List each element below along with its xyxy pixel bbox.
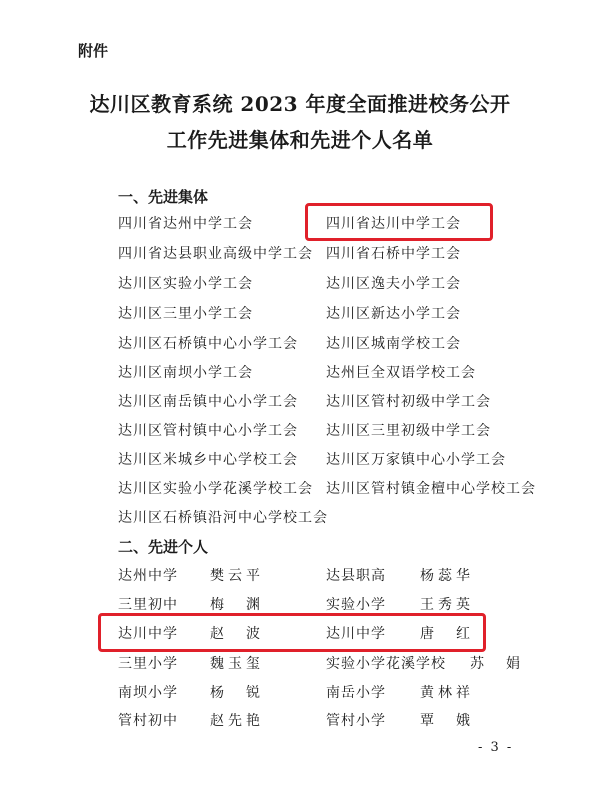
individual-name: 黄林祥: [420, 685, 474, 701]
list-item: [0, 243, 600, 269]
highlight-box-collective: [305, 203, 493, 241]
collective-name: 四川省达川中学工会: [326, 216, 461, 232]
individual-name: 赵先艳: [210, 713, 264, 729]
list-item: [0, 333, 600, 359]
collective-name: 达川区城南学校工会: [326, 336, 461, 352]
individual-unit: 南岳小学: [326, 685, 386, 701]
list-item: [0, 565, 600, 591]
list-item: [0, 682, 600, 708]
individual-unit: 达县职高: [326, 568, 386, 584]
collective-name: 达川区南岳镇中心小学工会: [118, 394, 298, 410]
collective-name: 达川区管村镇金檀中心学校工会: [326, 481, 536, 497]
individual-name: 覃 娥: [420, 713, 474, 729]
individual-unit: 达川中学: [118, 626, 178, 642]
list-item: [0, 273, 600, 299]
collective-name: 达川区石桥镇中心小学工会: [118, 336, 298, 352]
attachment-label: 附件: [78, 42, 109, 60]
collective-name: 达川区逸夫小学工会: [326, 276, 461, 292]
highlight-box-individuals: [98, 613, 486, 652]
list-item: [0, 391, 600, 417]
list-item: [0, 710, 600, 736]
collective-name: 达川区万家镇中心小学工会: [326, 452, 506, 468]
collective-name: 四川省石桥中学工会: [326, 246, 461, 262]
document-title-line2: 工作先进集体和先进个人名单: [166, 128, 434, 152]
collective-name: 达川区米城乡中心学校工会: [118, 452, 298, 468]
collective-name: 四川省达州中学工会: [118, 216, 253, 232]
list-item: [0, 303, 600, 329]
individual-name: 梅 渊: [210, 597, 264, 613]
individual-unit: 三里小学: [118, 656, 178, 672]
page-number: - 3 -: [478, 740, 514, 755]
individual-name: 苏 娟: [470, 656, 524, 672]
individual-name: 杨 锐: [210, 685, 264, 701]
list-item: [0, 362, 600, 388]
collective-name: 达川区实验小学花溪学校工会: [118, 481, 313, 497]
individual-unit: 实验小学花溪学校: [326, 656, 446, 672]
collective-name: 达川区管村镇中心小学工会: [118, 423, 298, 439]
collective-name: 达川区三里初级中学工会: [326, 423, 491, 439]
individual-unit: 南坝小学: [118, 685, 178, 701]
collective-name: 达川区新达小学工会: [326, 306, 461, 322]
section-heading-individuals: 二、先进个人: [118, 538, 209, 556]
individual-name: 赵 波: [210, 626, 264, 642]
list-item: [0, 213, 600, 239]
individual-name: 魏玉玺: [210, 656, 264, 672]
individual-name: 王秀英: [420, 597, 474, 613]
collective-name: 达川区石桥镇沿河中心学校工会: [118, 510, 328, 526]
individual-name: 樊云平: [210, 568, 264, 584]
individual-unit: 管村小学: [326, 713, 386, 729]
list-item: [0, 653, 600, 679]
individual-unit: 达川中学: [326, 626, 386, 642]
collective-name: 达川区实验小学工会: [118, 276, 253, 292]
list-item: [0, 478, 600, 504]
individual-unit: 管村初中: [118, 713, 178, 729]
list-item: [0, 449, 600, 475]
individual-name: 唐 红: [420, 626, 474, 642]
individual-unit: 实验小学: [326, 597, 386, 613]
collective-name: 四川省达县职业高级中学工会: [118, 246, 313, 262]
collective-name: 达州巨全双语学校工会: [326, 365, 476, 381]
section-heading-collectives: 一、先进集体: [118, 188, 209, 206]
collective-name: 达川区三里小学工会: [118, 306, 253, 322]
list-item: [0, 420, 600, 446]
individual-unit: 三里初中: [118, 597, 178, 613]
collective-name: 达川区管村初级中学工会: [326, 394, 491, 410]
collective-name: 达川区南坝小学工会: [118, 365, 253, 381]
list-item: [0, 507, 600, 533]
individual-unit: 达州中学: [118, 568, 178, 584]
individual-name: 杨蕊华: [420, 568, 474, 584]
document-title-line1: 达川区教育系统 2023 年度全面推进校务公开: [89, 92, 511, 116]
